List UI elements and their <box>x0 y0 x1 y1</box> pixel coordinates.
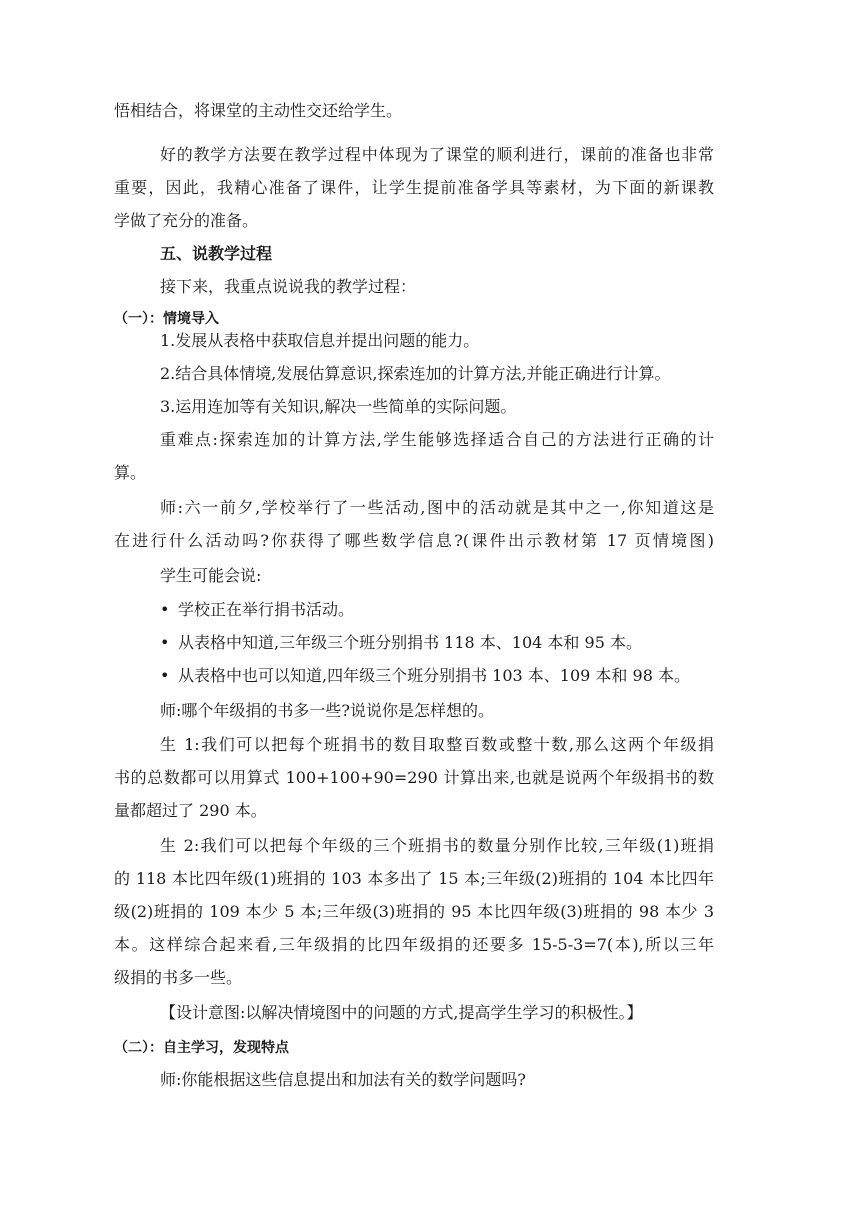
subsection-heading: （一）：情境导入 <box>114 311 219 327</box>
paragraph-line: 重要，因此，我精心准备了课件，让学生提前准备学具等素材，为下面的新课教 <box>114 178 714 197</box>
bullet-item <box>160 666 690 686</box>
bullet-text: 从表格中也可以知道,四年级三个班分别捐书 103 本、109 本和 98 本。 <box>178 666 690 685</box>
paragraph-line: 书的总数都可以用算式 100+100+90=290 计算出来,也就是说两个年级捐书的数 <box>114 768 714 787</box>
paragraph-line: 本。这样综合起来看,三年级捐的比四年级捐的还要多 15-5-3=7(本),所以三年 <box>114 935 714 954</box>
bullet-text: 学校正在举行捐书活动。 <box>178 600 355 619</box>
paragraph-line: 生 1:我们可以把每个班捐书的数目取整百数或整十数,那么这两个年级捐 <box>160 735 714 754</box>
goal-item: 2.结合具体情境,发展估算意识,探索连加的计算方法,并能正确进行计算。 <box>160 364 671 383</box>
paragraph-line: 好的教学方法要在教学过程中体现为了课堂的顺利进行，课前的准备也非常 <box>160 145 714 164</box>
bullet-icon: • <box>160 633 170 652</box>
paragraph-line: 生 2:我们可以把每个年级的三个班捐书的数量分别作比较,三年级(1)班捐 <box>160 836 714 855</box>
paragraph-line: 师:六一前夕,学校举行了一些活动,图中的活动就是其中之一,你知道这是 <box>160 498 714 517</box>
paragraph-line: 级捐的书多一些。 <box>114 968 243 987</box>
paragraph-line: 师:哪个年级捐的书多一些?说说你是怎样想的。 <box>160 701 494 720</box>
subsection-heading: （二）：自主学习，发现特点 <box>114 1040 289 1056</box>
section-heading: 五、说教学过程 <box>160 244 273 263</box>
paragraph-line: 接下来，我重点说说我的教学过程： <box>160 277 417 296</box>
paragraph-line: 学生可能会说: <box>160 566 262 585</box>
design-intent-note: 【设计意图:以解决情境图中的问题的方式,提高学生学习的积极性。】 <box>160 1003 643 1022</box>
paragraph-line: 悟相结合，将课堂的主动性交还给学生。 <box>114 101 403 120</box>
bullet-item <box>160 633 642 653</box>
bullet-icon: • <box>160 666 170 685</box>
paragraph-line: 算。 <box>114 463 147 482</box>
paragraph-line: 级(2)班捐的 109 本少 5 本;三年级(3)班捐的 95 本比四年级(3)班捐的 98 本少 3 <box>114 902 714 921</box>
paragraph-line: 的 118 本比四年级(1)班捐的 103 本多出了 15 本;三年级(2)班捐的 104 本比四年 <box>114 869 714 888</box>
paragraph-line: 量都超过了 290 本。 <box>114 801 267 820</box>
goal-item: 1.发展从表格中获取信息并提出问题的能力。 <box>160 331 480 350</box>
bullet-item <box>160 600 354 620</box>
paragraph-line: 在进行什么活动吗?你获得了哪些数学信息?(课件出示教材第 17 页情境图) <box>114 531 714 550</box>
bullet-text: 从表格中知道,三年级三个班分别捐书 118 本、104 本和 95 本。 <box>178 633 642 652</box>
paragraph-line: 师:你能根据这些信息提出和加法有关的数学问题吗? <box>160 1070 526 1089</box>
paragraph-line: 重难点:探索连加的计算方法,学生能够选择适合自己的方法进行正确的计 <box>160 430 714 449</box>
bullet-icon: • <box>160 600 170 619</box>
paragraph-line: 学做了充分的准备。 <box>114 211 259 230</box>
goal-item: 3.运用连加等有关知识,解决一些简单的实际问题。 <box>160 397 517 416</box>
